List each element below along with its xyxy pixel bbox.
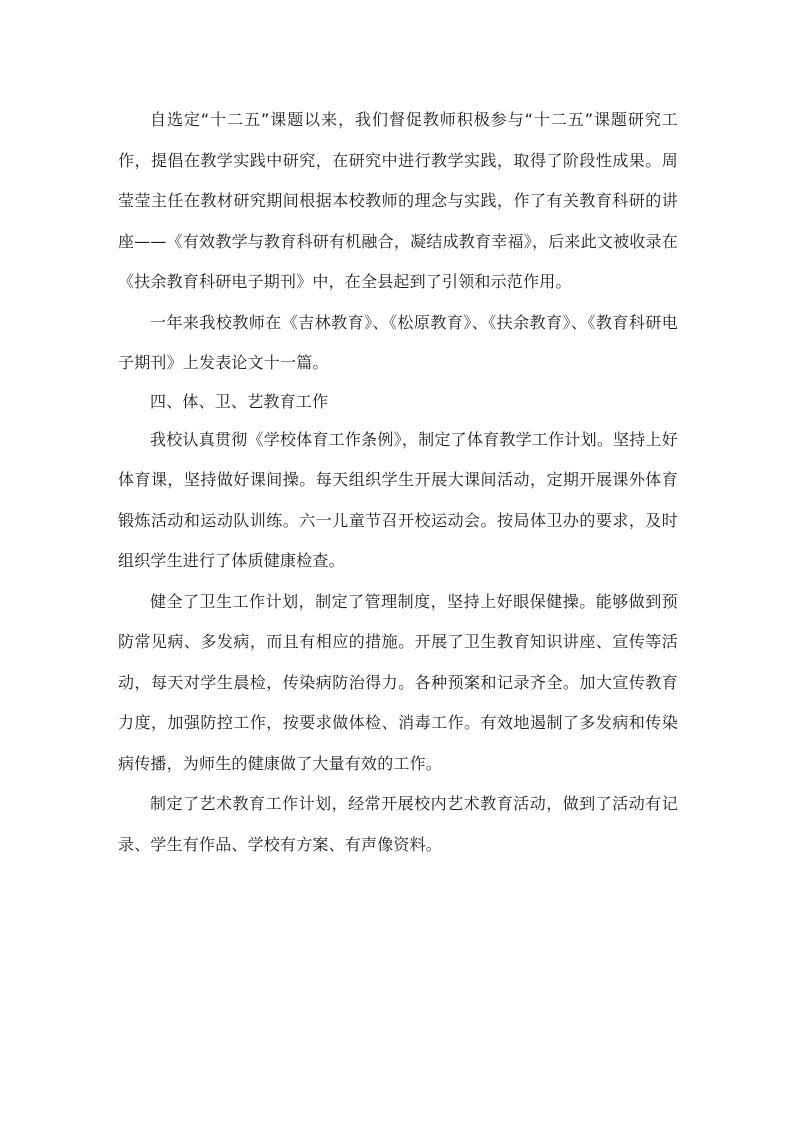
paragraph-health-work: 健全了卫生工作计划，制定了管理制度，坚持上好眼保健操。能够做到预防常见病、多发病，而且有相应的措施。开展了卫生教育知识讲座、宣传等活动，每天对学生晨检，传染病防治得力。各种预案和记录齐全。加大宣传教育力度，加强防控工作，按要求做体检、消毒工作。有效地遏制了多发病和传染病传播，为师生的健康做了大量有效的工作。 [118, 591, 678, 773]
paragraph-published-papers: 一年来我校教师在《吉林教育》、《松原教育》、《扶余教育》、《教育科研电子期刊》上发表论文十一篇。 [118, 312, 678, 372]
document-body [118, 100, 678, 865]
section-heading-sports-health-art: 四、体、卫、艺教育工作 [150, 391, 329, 411]
paragraph-research-achievements: 自选定“十二五”课题以来，我们督促教师积极参与“十二五”课题研究工作，提倡在教学实践中研究，在研究中进行教学实践，取得了阶段性成果。周莹莹主任在教材研究期间根据本校教师的理念与实践，作了有关教育科研的讲座——《有效教学与教育科研有机融合，凝结成教育幸福》，后来此文被收录在《扶余教育科研电子期刊》中，在全县起到了引领和示范作用。 [118, 110, 678, 291]
paragraph-art-education: 制定了艺术教育工作计划，经常开展校内艺术教育活动，做到了活动有记录、学生有作品、学校有方案、有声像资料。 [118, 794, 678, 854]
paragraph-sports-education: 我校认真贯彻《学校体育工作条例》，制定了体育教学工作计划。坚持上好体育课，坚持做好课间操。每天组织学生开展大课间活动，定期开展课外体育锻炼活动和运动队训练。六一儿童节召开校运动会。按局体卫办的要求，及时组织学生进行了体质健康检查。 [118, 429, 678, 570]
